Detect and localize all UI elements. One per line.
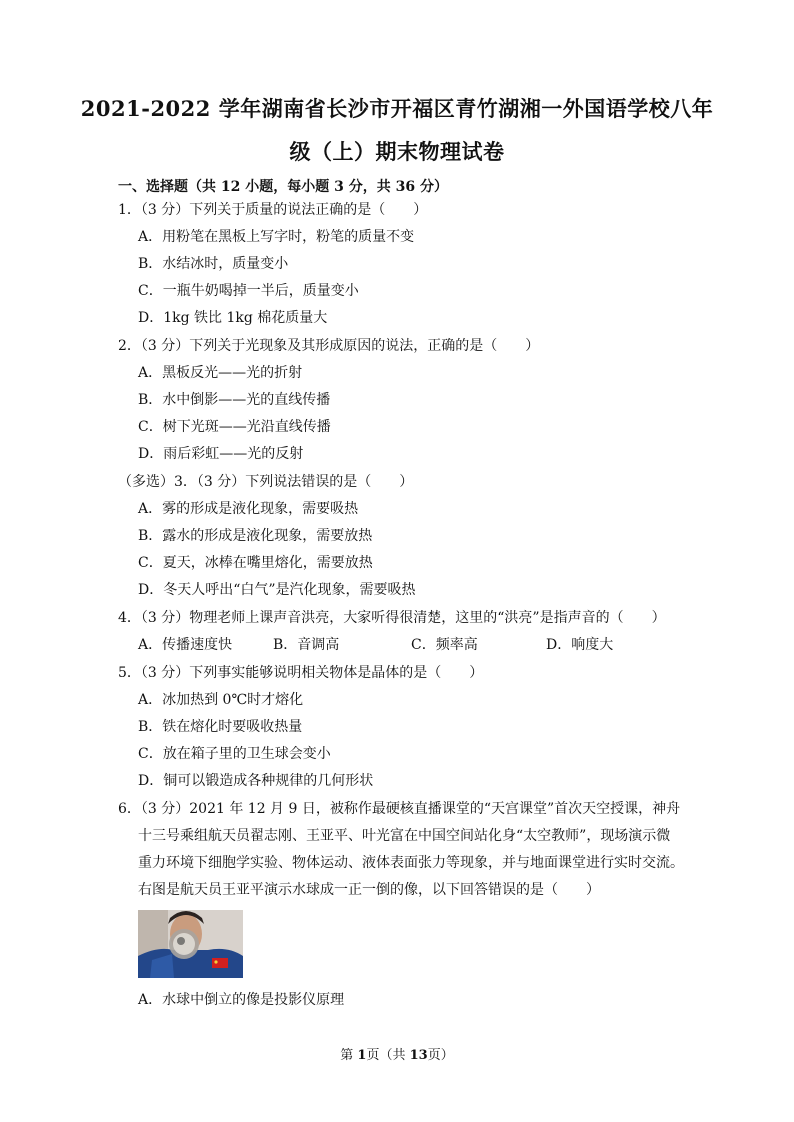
question-4-option-d: D．响度大 bbox=[546, 637, 614, 653]
question-1-option-d: D．1kg 铁比 1kg 棉花质量大 bbox=[138, 310, 328, 326]
section-heading: 一、选择题（共 12 小题，每小题 3 分，共 36 分） bbox=[118, 179, 448, 195]
question-6-option-a: A．水球中倒立的像是投影仪原理 bbox=[138, 992, 345, 1008]
question-5-option-d: D．铜可以锻造成各种规律的几何形状 bbox=[138, 773, 374, 789]
footer-total-pages: 13 bbox=[409, 1048, 428, 1063]
exam-title-line1: 2021-2022 学年湖南省长沙市开福区青竹湖湘一外国语学校八年 bbox=[80, 96, 714, 121]
question-3-option-c: C．夏天，冰棒在嘴里熔化，需要放热 bbox=[138, 555, 373, 571]
footer-middle: 页（共 bbox=[366, 1048, 410, 1063]
question-5-option-b: B．铁在熔化时要吸收热量 bbox=[138, 719, 303, 735]
question-3-option-b: B．露水的形成是液化现象，需要放热 bbox=[138, 528, 373, 544]
question-5-option-a: A．冰加热到 0℃时才熔化 bbox=[138, 692, 304, 708]
question-6-stem: 6．（3 分）2021 年 12 月 9 日，被称作最硬核直播课堂的“天宫课堂”首次天空授课，神舟 bbox=[118, 801, 681, 817]
astronaut-photo-drawing bbox=[138, 910, 243, 978]
question-1-option-a: A．用粉笔在黑板上写字时，粉笔的质量不变 bbox=[138, 229, 415, 245]
exam-title-line2: 级（上）期末物理试卷 bbox=[289, 139, 505, 164]
question-5-option-c: C．放在箱子里的卫生球会变小 bbox=[138, 746, 331, 762]
footer-suffix: 页） bbox=[427, 1048, 454, 1063]
question-2-option-c: C．树下光斑——光沿直线传播 bbox=[138, 419, 331, 435]
question-6-text-line2: 十三号乘组航天员翟志刚、王亚平、叶光富在中国空间站化身“太空教师”，现场演示微 bbox=[138, 828, 671, 844]
astronaut-water-ball-photo bbox=[138, 910, 243, 978]
question-3-option-d: D．冬天人呼出“白气”是汽化现象，需要吸热 bbox=[138, 582, 416, 598]
question-2-option-a: A．黑板反光——光的折射 bbox=[138, 365, 303, 381]
question-3-option-a: A．雾的形成是液化现象，需要吸热 bbox=[138, 501, 359, 517]
question-4-option-b: B．音调高 bbox=[273, 637, 340, 653]
page-footer bbox=[0, 1044, 794, 1063]
question-1-option-b: B．水结冰时，质量变小 bbox=[138, 256, 289, 272]
footer-prefix: 第 bbox=[340, 1048, 358, 1063]
question-1-option-c: C．一瓶牛奶喝掉一半后，质量变小 bbox=[138, 283, 359, 299]
question-2-stem: 2．（3 分）下列关于光现象及其形成原因的说法，正确的是（ ） bbox=[118, 338, 540, 354]
question-2-option-b: B．水中倒影——光的直线传播 bbox=[138, 392, 331, 408]
question-4-option-c: C．频率高 bbox=[411, 637, 478, 653]
question-1-stem: 1．（3 分）下列关于质量的说法正确的是（ ） bbox=[118, 202, 428, 218]
question-6-text-line4: 右图是航天员王亚平演示水球成一正一倒的像，以下回答错误的是（ ） bbox=[138, 882, 600, 898]
question-5-stem: 5．（3 分）下列事实能够说明相关物体是晶体的是（ ） bbox=[118, 665, 484, 681]
question-2-option-d: D．雨后彩虹——光的反射 bbox=[138, 446, 304, 462]
question-3-stem: （多选）3．（3 分）下列说法错误的是（ ） bbox=[118, 474, 414, 490]
question-4-option-a: A．传播速度快 bbox=[138, 637, 233, 653]
question-4-stem: 4．（3 分）物理老师上课声音洪亮，大家听得很清楚，这里的“洪亮”是指声音的（ ） bbox=[118, 610, 666, 626]
footer-page-number: 1 bbox=[357, 1048, 367, 1063]
question-6-text-line3: 重力环境下细胞学实验、物体运动、液体表面张力等现象，并与地面课堂进行实时交流。 bbox=[138, 855, 684, 871]
